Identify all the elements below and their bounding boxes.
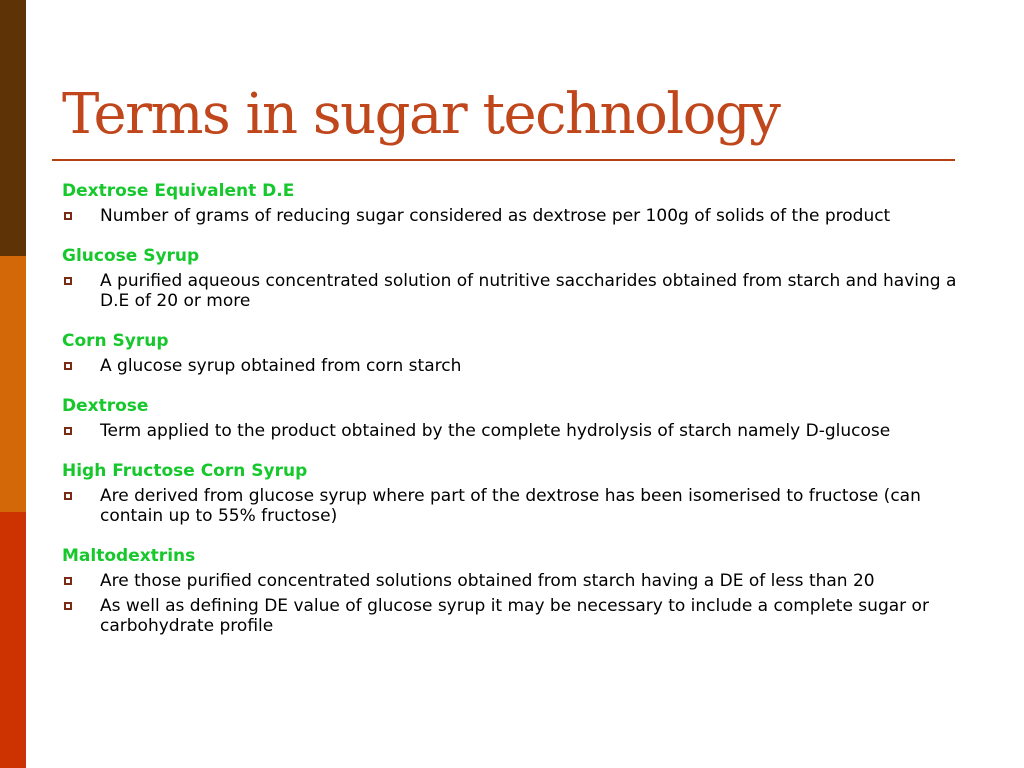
definition-text: A purified aqueous concentrated solution of nutritive saccharides obtained from starch and having a D.E of 20 or more: [100, 271, 957, 311]
term-section: [62, 546, 962, 636]
term-heading: High Fructose Corn Syrup: [62, 461, 308, 481]
definition-item: [62, 596, 962, 636]
term-section: [62, 331, 962, 376]
definition-list: [62, 486, 962, 526]
title-divider: [52, 159, 955, 161]
square-bullet-icon: [64, 277, 72, 285]
term-heading: Dextrose Equivalent D.E: [62, 181, 295, 201]
square-bullet-icon: [64, 602, 72, 610]
definition-item: [62, 271, 962, 311]
sidebar-segment-red: [0, 512, 26, 768]
definition-list: [62, 571, 962, 636]
decorative-sidebar: [0, 0, 26, 768]
square-bullet-icon: [64, 212, 72, 220]
definition-item: [62, 571, 962, 591]
term-heading: Glucose Syrup: [62, 246, 200, 266]
definition-text: Number of grams of reducing sugar considered as dextrose per 100g of solids of the product: [100, 206, 891, 226]
slide-content: [62, 181, 962, 636]
term-section: [62, 181, 962, 226]
definition-text: Are those purified concentrated solutions obtained from starch having a DE of less than 20: [100, 571, 875, 591]
term-section: [62, 396, 962, 441]
term-section: [62, 246, 962, 311]
slide-title: Terms in sugar technology: [62, 82, 780, 147]
term-heading: Maltodextrins: [62, 546, 196, 566]
definition-list: [62, 421, 962, 441]
square-bullet-icon: [64, 362, 72, 370]
definition-list: [62, 356, 962, 376]
square-bullet-icon: [64, 427, 72, 435]
sidebar-segment-orange: [0, 256, 26, 512]
sidebar-segment-brown: [0, 0, 26, 256]
square-bullet-icon: [64, 577, 72, 585]
definition-item: [62, 206, 962, 226]
term-heading: Dextrose: [62, 396, 149, 416]
square-bullet-icon: [64, 492, 72, 500]
definition-list: [62, 206, 962, 226]
definition-item: [62, 486, 962, 526]
definition-text: Are derived from glucose syrup where part of the dextrose has been isomerised to fructose (can contain up to 55% fructose): [100, 486, 921, 526]
definition-list: [62, 271, 962, 311]
term-section: [62, 461, 962, 526]
definition-item: [62, 356, 962, 376]
definition-text: As well as defining DE value of glucose syrup it may be necessary to include a complete sugar or carbohydrate profile: [100, 596, 929, 636]
definition-text: A glucose syrup obtained from corn starch: [100, 356, 462, 376]
definition-text: Term applied to the product obtained by the complete hydrolysis of starch namely D-glucose: [100, 421, 891, 441]
term-heading: Corn Syrup: [62, 331, 169, 351]
definition-item: [62, 421, 962, 441]
